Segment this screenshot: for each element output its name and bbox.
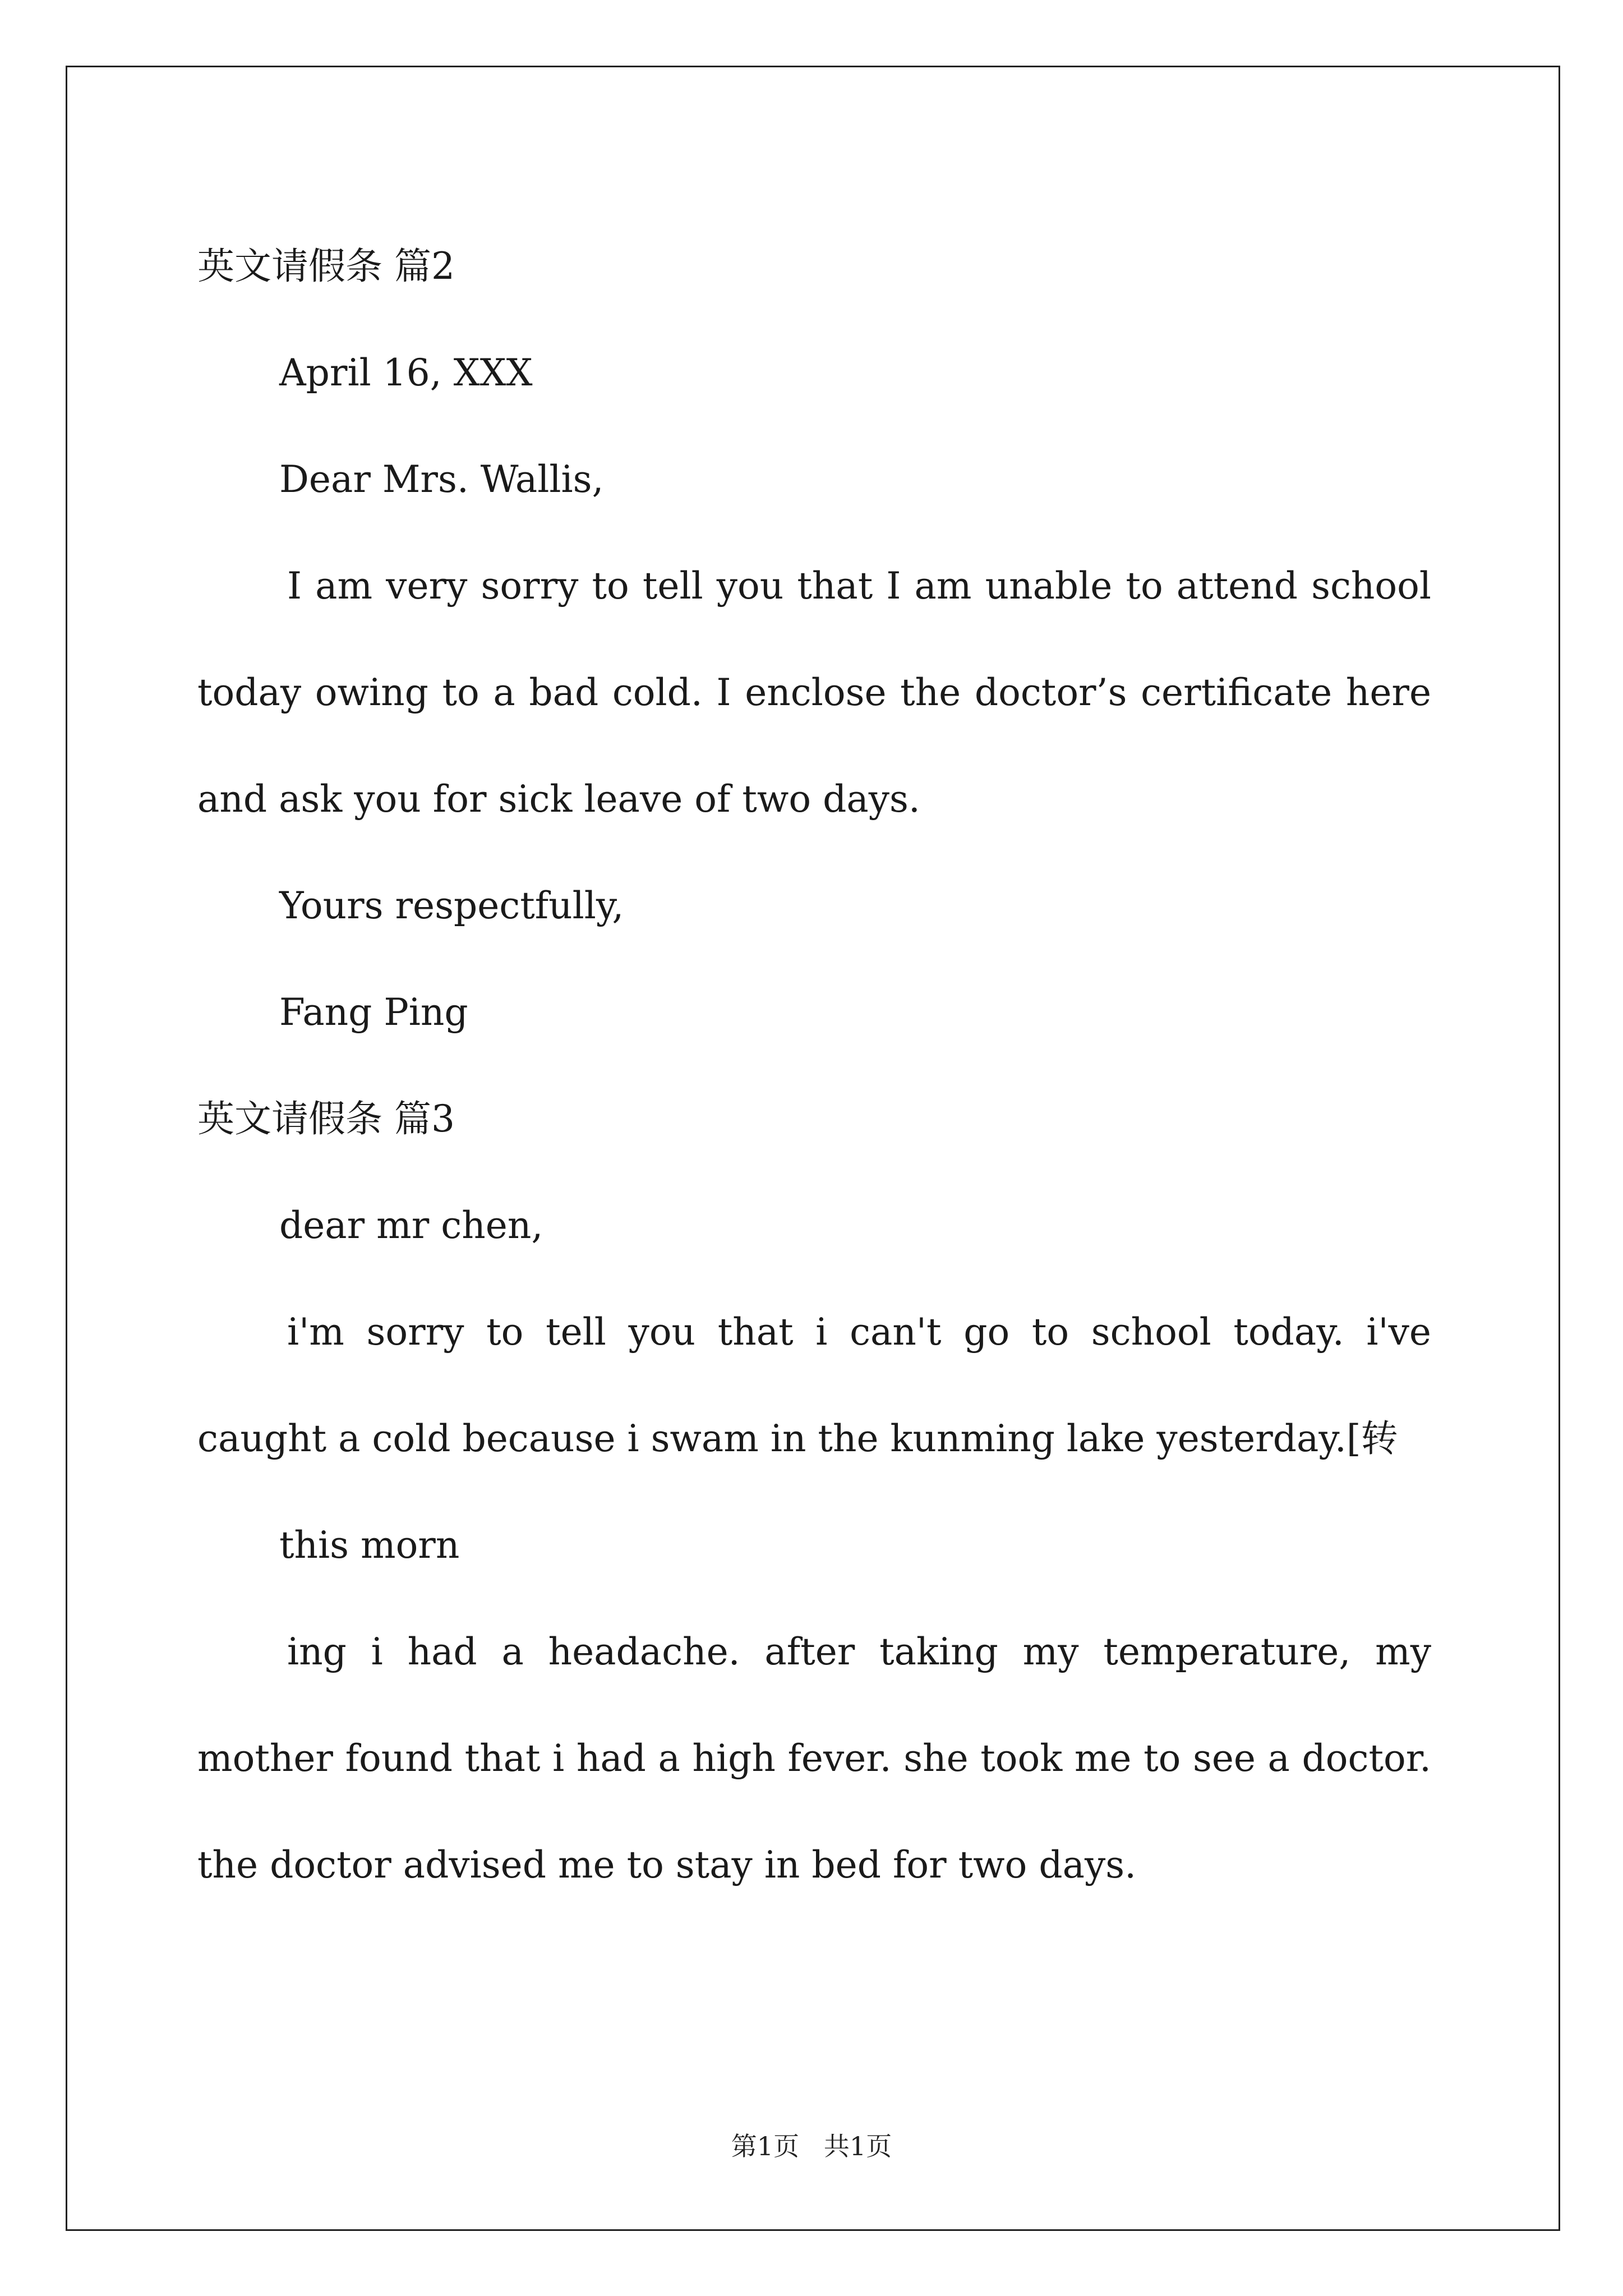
letter-body-part-1: i'm sorry to tell you that i can't go to school today. i've caught a cold because i swam in the kunming lake yesterday.[转 <box>197 1310 1431 1460</box>
letter-closing: Yours respectfully, <box>279 884 624 927</box>
letter-signature: Fang Ping <box>279 991 468 1034</box>
letter-body-fragment: this morn <box>279 1524 460 1567</box>
section-heading-3: 英文请假条 篇3 <box>197 1097 455 1140</box>
letter-salutation: Dear Mrs. Wallis, <box>279 458 604 501</box>
letter-body: I am very sorry to tell you that I am unable to attend school today owing to a bad cold. I enclose the doctor’s certificate here and ask you for sick leave of two days. <box>197 564 1431 821</box>
section-heading-2: 英文请假条 篇2 <box>197 245 455 288</box>
letter-date: April 16, XXX <box>279 351 533 394</box>
document-body <box>197 213 1431 1918</box>
page-number-footer: 第1页 共1页 <box>731 2131 892 2161</box>
letter-body-part-2: ing i had a headache. after taking my temperature, my mother found that i had a high fever. she took me to see a doctor. the doctor advised me to stay in bed for two days. <box>197 1630 1431 1887</box>
letter-salutation: dear mr chen, <box>279 1204 543 1247</box>
